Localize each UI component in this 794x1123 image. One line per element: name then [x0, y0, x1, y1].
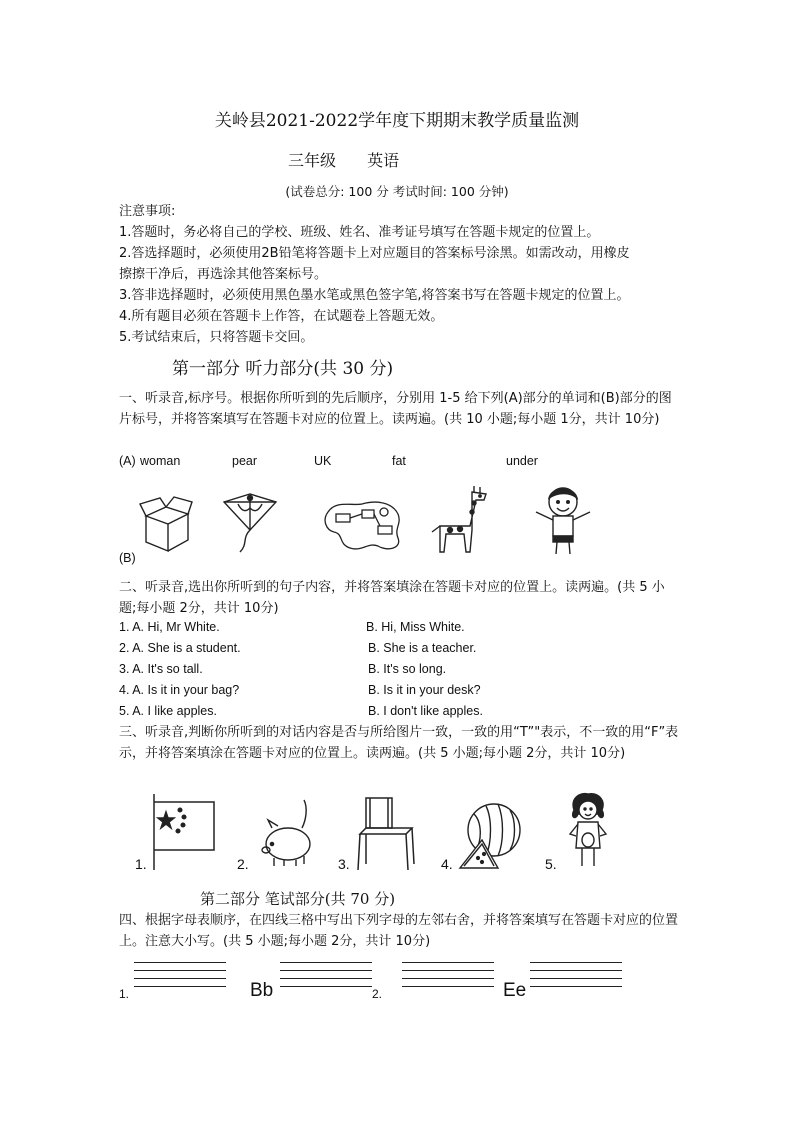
four-line-grid [134, 962, 226, 994]
q3-number: 4. [441, 856, 453, 872]
girl-picture [566, 792, 610, 870]
chair-picture [352, 794, 420, 872]
q1-label-b: (B) [119, 551, 136, 565]
exam-info: (试卷总分: 100 分 考试时间: 100 分钟) [285, 184, 509, 199]
box-picture [138, 494, 194, 554]
q1-word: pear [232, 454, 258, 468]
four-line-grid [280, 962, 372, 994]
q4-letter: Ee [503, 980, 527, 1001]
q1-word: under [506, 454, 538, 468]
flag-picture [148, 792, 218, 872]
exam-subtitle [288, 148, 425, 171]
q1-word: woman [140, 454, 181, 468]
grade-label: 三年级 [288, 151, 337, 170]
map-picture [322, 496, 404, 556]
four-line-grid [530, 962, 622, 994]
q1-instruction: 一、听录音,标序号。根据你所听到的先后顺序，分别用 1-5 给下列(A)部分的单词和(B)部分的图片标号，并将答案填写在答题卡对应的位置上。读两遍。(共 10 小题;每小题 1分，共计 10分) [119, 391, 672, 427]
note-item: 5.考试结束后，只将答题卡交回。 [119, 330, 314, 345]
note-item: 2.答选择题时，必须使用2B铅笔将答题卡上对应题目的答案标号涂黑。如需改动，用橡皮 [119, 246, 630, 261]
q3-instruction: 三、听录音,判断你所听到的对话内容是否与所给图片一致，一致的用“T”"表示，不一致的用“F”表示，并将答案填涂在答题卡对应的位置上。读两遍。(共 5 小题;每小题 2分，共计 10分) [119, 725, 679, 761]
q2-option-a: 2. A. She is a student. [119, 641, 241, 655]
q2-option-b: B. It's so long. [368, 662, 447, 676]
q4-item-number: 1. [119, 987, 130, 1001]
pig-picture [258, 798, 314, 870]
q3-number: 5. [545, 856, 557, 872]
note-item: 擦擦干净后，再选涂其他答案标号。 [119, 267, 328, 282]
q4-item-number: 2. [372, 987, 383, 1001]
exam-title: 关岭县2021-2022学年度下期期末教学质量监测 [214, 111, 580, 131]
q2-option-a: 3. A. It's so tall. [119, 662, 203, 676]
part2-title: 第二部分 笔试部分(共 70 分) [200, 890, 396, 908]
note-item: 4.所有题目必须在答题卡上作答，在试题卷上答题无效。 [119, 309, 444, 324]
q4-instruction: 四、根据字母表顺序，在四线三格中写出下列字母的左邻右舍，并将答案填写在答题卡对应的位置上。注意大小写。(共 5 小题;每小题 2分，共计 10分) [119, 913, 679, 949]
q4-letter: Bb [250, 980, 274, 1001]
q1-label-a: (A) [119, 454, 136, 468]
four-line-grid [402, 962, 494, 994]
q2-option-a: 5. A. I like apples. [119, 704, 217, 718]
kite-picture [220, 490, 280, 556]
notes-section [119, 201, 679, 348]
q3-number: 2. [237, 856, 249, 872]
q2-option-b: B. I don't like apples. [368, 704, 483, 718]
q2-option-b: B. Hi, Miss White. [366, 620, 465, 634]
q2-option-b: B. She is a teacher. [368, 641, 477, 655]
q2-instruction: 二、听录音,选出你所听到的句子内容，并将答案填涂在答题卡对应的位置上。读两遍。(共 5 小题;每小题 2分，共计 10分) [119, 580, 665, 616]
q1-word: fat [392, 454, 406, 468]
notes-heading: 注意事项: [119, 204, 176, 219]
note-item: 3.答非选择题时，必须使用黑色墨水笔或黑色签字笔,将答案书写在答题卡规定的位置上。 [119, 288, 630, 303]
q3-number: 1. [135, 856, 147, 872]
watermelon-picture [458, 800, 524, 872]
boy-picture [530, 484, 596, 556]
q1-word: UK [314, 454, 332, 468]
q2-option-a: 4. A. Is it in your bag? [119, 683, 240, 697]
q2-option-a: 1. A. Hi, Mr White. [119, 620, 220, 634]
giraffe-picture [428, 486, 496, 556]
subject-label: 英语 [367, 151, 400, 170]
q2-option-b: B. Is it in your desk? [368, 683, 481, 697]
q3-number: 3. [338, 856, 350, 872]
part1-title: 第一部分 听力部分(共 30 分) [172, 359, 394, 379]
note-item: 1.答题时，务必将自己的学校、班级、姓名、准考证号填写在答题卡规定的位置上。 [119, 225, 600, 240]
